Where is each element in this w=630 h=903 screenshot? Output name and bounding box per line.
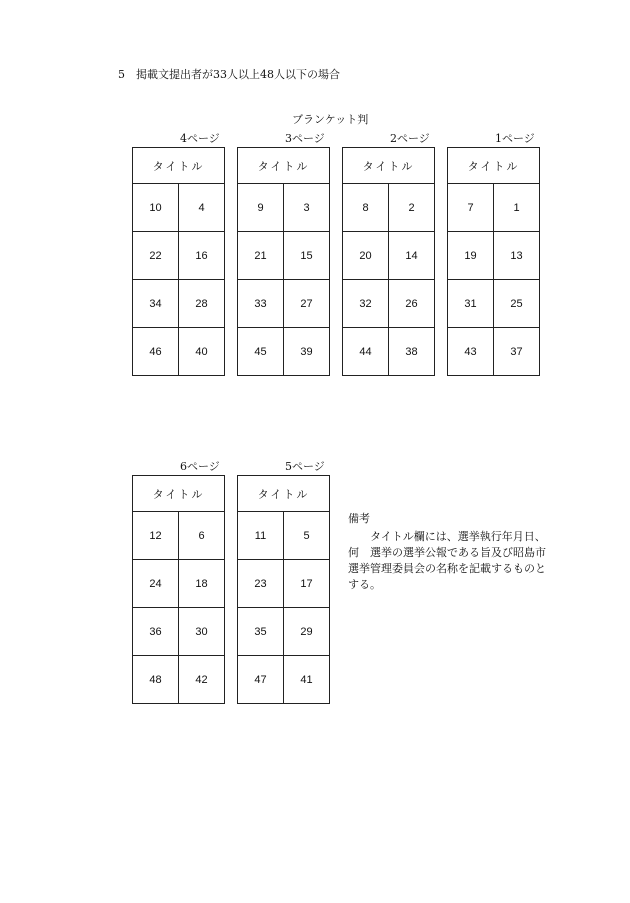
number-row [238,328,329,375]
number-cell: 40 [195,345,208,358]
title-cell: タイトル [238,148,329,184]
number-cell: 22 [133,232,179,279]
number-cell: 11 [238,512,284,559]
title-cell: タイトル [133,476,224,512]
number-cell: 21 [238,232,284,279]
number-cell: 15 [300,249,313,262]
number-row [238,232,329,280]
number-cell: 30 [195,625,208,638]
title-cell: タイトル [238,476,329,512]
page-label: 3ページ [285,132,325,145]
number-cell: 6 [198,529,205,542]
number-row [133,232,224,280]
number-cell: 4 [198,201,205,214]
number-cell: 44 [343,328,389,375]
title-cell: タイトル [133,148,224,184]
number-cell: 17 [300,577,313,590]
number-cell: 2 [408,201,415,214]
number-cell: 13 [510,249,523,262]
number-cell: 1 [513,201,520,214]
number-cell: 10 [133,184,179,231]
number-cell: 35 [238,608,284,655]
number-cell: 34 [133,280,179,327]
number-cell: 8 [343,184,389,231]
number-cell: 19 [448,232,494,279]
number-cell: 46 [133,328,179,375]
page-box [132,147,225,376]
number-row [343,328,434,375]
number-row [448,328,539,375]
number-cell: 24 [133,560,179,607]
number-cell: 29 [300,625,313,638]
remarks-title: 備考 [348,512,370,525]
page-box [237,147,330,376]
number-cell: 14 [405,249,418,262]
number-cell: 7 [448,184,494,231]
number-cell: 12 [133,512,179,559]
number-row [448,184,539,232]
page-label: 6ページ [180,460,220,473]
number-cell: 39 [300,345,313,358]
title-cell: タイトル [343,148,434,184]
number-row [238,512,329,560]
page-label: 1ページ [495,132,535,145]
number-row [133,608,224,656]
number-cell: 43 [448,328,494,375]
number-cell: 33 [238,280,284,327]
number-cell: 37 [510,345,523,358]
number-cell: 41 [300,673,313,686]
page-box [132,475,225,704]
number-cell: 48 [133,656,179,703]
number-row [238,280,329,328]
number-cell: 47 [238,656,284,703]
number-row [343,280,434,328]
number-row [238,656,329,703]
number-row [133,560,224,608]
number-cell: 32 [343,280,389,327]
number-row [238,184,329,232]
number-row [343,232,434,280]
number-row [343,184,434,232]
paper-size-label: ブランケット判 [292,113,369,126]
number-row [133,512,224,560]
page-box [447,147,540,376]
page-label: 4ページ [180,132,220,145]
number-cell: 20 [343,232,389,279]
number-cell: 9 [238,184,284,231]
section-heading: 5 掲載文提出者が33人以上48人以下の場合 [118,68,340,81]
number-cell: 26 [405,297,418,310]
remarks-body: タイトル欄には、選挙執行年月日、 何 選挙の選挙公報である旨及び昭島市選挙管理委員会の名称を記載するものとする。 [348,530,552,591]
number-row [238,560,329,608]
number-row [133,280,224,328]
page-label: 5ページ [285,460,325,473]
title-cell: タイトル [448,148,539,184]
number-cell: 16 [195,249,208,262]
number-cell: 38 [405,345,418,358]
page-box [342,147,435,376]
number-row [133,328,224,375]
number-cell: 36 [133,608,179,655]
number-row [238,608,329,656]
number-cell: 18 [195,577,208,590]
number-cell: 5 [303,529,310,542]
number-cell: 27 [300,297,313,310]
number-cell: 3 [303,201,310,214]
number-row [448,232,539,280]
number-row [448,280,539,328]
number-cell: 42 [195,673,208,686]
number-row [133,656,224,703]
page-box [237,475,330,704]
number-row [133,184,224,232]
number-cell: 28 [195,297,208,310]
number-cell: 25 [510,297,523,310]
remarks [348,511,553,593]
page-label: 2ページ [390,132,430,145]
number-cell: 31 [448,280,494,327]
number-cell: 23 [238,560,284,607]
number-cell: 45 [238,328,284,375]
